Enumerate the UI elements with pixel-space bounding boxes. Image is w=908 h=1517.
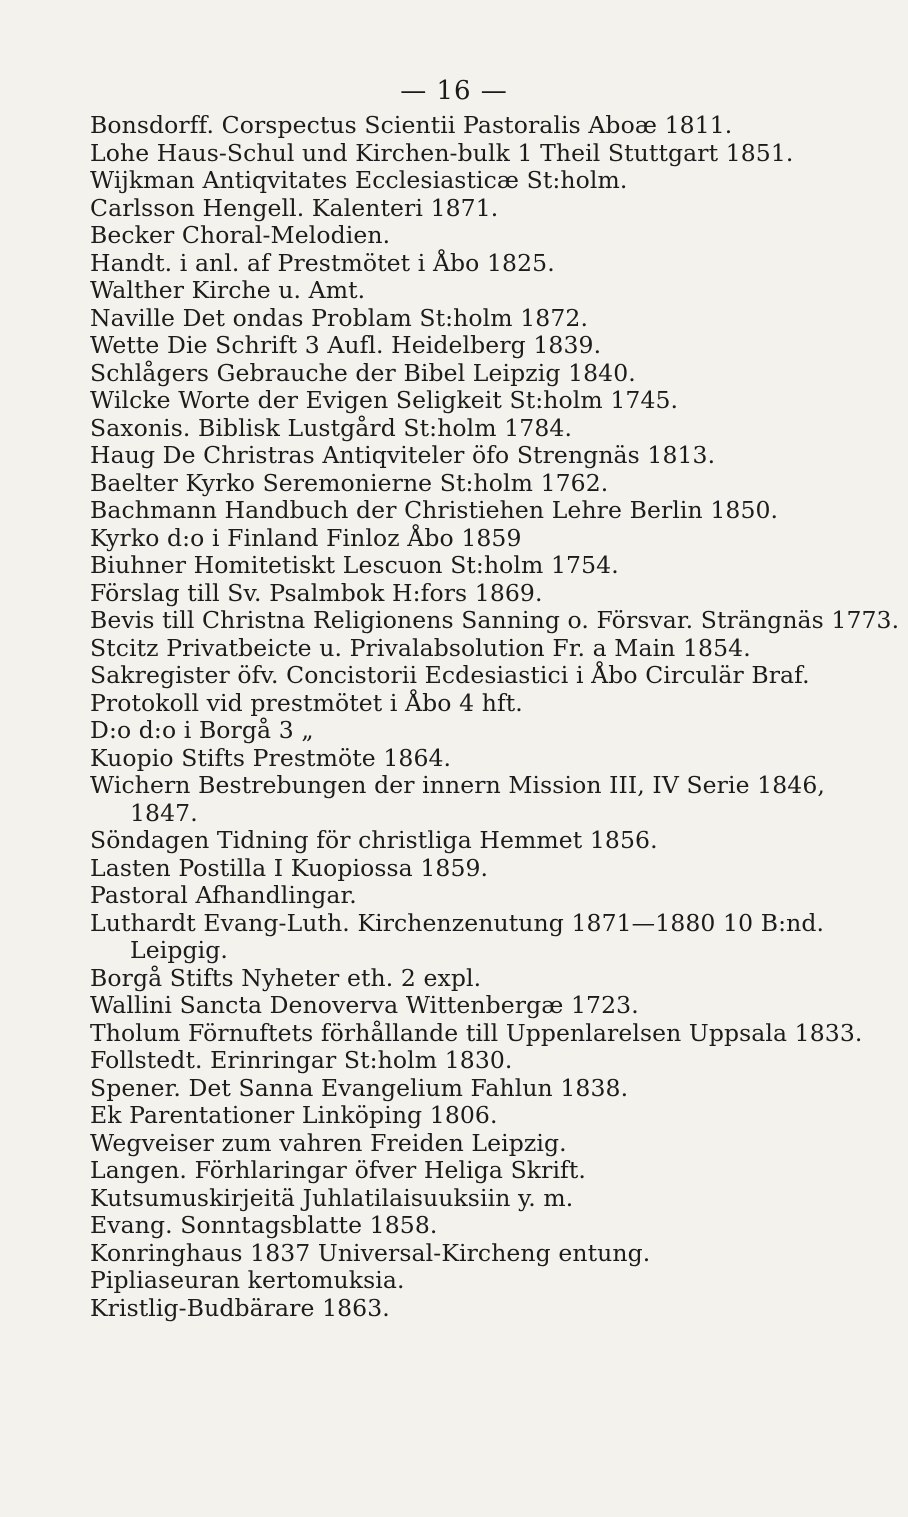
entry-text: Kristlig-Budbärare 1863. bbox=[90, 1293, 390, 1322]
entry-text: D:o d:o i Borgå 3 „ bbox=[90, 716, 314, 744]
list-item bbox=[90, 1020, 890, 1048]
entry-text: Spener. Det Sanna Evangelium Fahlun 1838. bbox=[90, 1073, 629, 1102]
list-item bbox=[90, 1185, 890, 1213]
entry-text: Wichern Bestrebungen der innern Mission III, IV Serie 1846, bbox=[90, 771, 825, 799]
entry-text: Sakregister öfv. Concistorii Ecdesiastici i Åbo Circulär Braf. bbox=[90, 661, 810, 689]
list-item bbox=[90, 1157, 890, 1185]
entry-text: Baelter Kyrko Seremonierne St:holm 1762. bbox=[90, 468, 609, 497]
list-item bbox=[90, 470, 890, 498]
entry-text: Kuopio Stifts Prestmöte 1864. bbox=[90, 743, 452, 772]
list-item bbox=[90, 772, 890, 827]
list-item bbox=[90, 415, 890, 443]
list-item bbox=[90, 552, 890, 580]
list-item bbox=[90, 195, 890, 223]
entry-text: Haug De Christras Antiqviteler öfo Strengnäs 1813. bbox=[90, 441, 716, 469]
list-item bbox=[90, 222, 890, 250]
entry-text: Tholum Förnuftets förhållande till Uppenlarelsen Uppsala 1833. bbox=[90, 1018, 863, 1047]
entry-text: Luthardt Evang-Luth. Kirchenzenutung 1871—1880 10 B:nd. bbox=[90, 908, 825, 937]
entry-text: Carlsson Hengell. Kalenteri 1871. bbox=[90, 193, 499, 222]
entry-text: Handt. i anl. af Prestmötet i Åbo 1825. bbox=[90, 248, 555, 277]
list-item bbox=[90, 387, 890, 415]
entry-text: Biuhner Homitetiskt Lescuon St:holm 1754. bbox=[90, 551, 619, 579]
list-item bbox=[90, 112, 890, 140]
entry-text: Evang. Sonntagsblatte 1858. bbox=[90, 1211, 438, 1239]
entry-text: Stcitz Privatbeicte u. Privalabsolution Fr. a Main 1854. bbox=[90, 633, 751, 662]
list-item bbox=[90, 360, 890, 388]
list-item bbox=[90, 1295, 890, 1323]
list-item bbox=[90, 745, 890, 773]
entry-text: Lohe Haus-Schul und Kirchen-bulk 1 Theil Stuttgart 1851. bbox=[90, 138, 794, 167]
entry-text: Langen. Förhlaringar öfver Heliga Skrift. bbox=[90, 1156, 586, 1184]
list-item bbox=[90, 965, 890, 993]
entry-text: Wilcke Worte der Evigen Seligkeit St:holm 1745. bbox=[90, 386, 679, 414]
entry-text: Borgå Stifts Nyheter eth. 2 expl. bbox=[90, 963, 482, 992]
entry-text: Wette Die Schrift 3 Aufl. Heidelberg 1839. bbox=[90, 331, 602, 359]
list-item bbox=[90, 1240, 890, 1268]
entry-text: Protokoll vid prestmötet i Åbo 4 hft. bbox=[90, 688, 523, 717]
list-item bbox=[90, 1267, 890, 1295]
list-item bbox=[90, 690, 890, 718]
entry-text: Lasten Postilla I Kuopiossa 1859. bbox=[90, 853, 489, 882]
entry-text: Saxonis. Biblisk Lustgård St:holm 1784. bbox=[90, 413, 573, 442]
list-item bbox=[90, 1212, 890, 1240]
entry-text: Wijkman Antiqvitates Ecclesiasticæ St:holm. bbox=[90, 166, 628, 194]
book-list bbox=[90, 111, 900, 1322]
entry-text: Schlågers Gebrauche der Bibel Leipzig 1840. bbox=[90, 358, 636, 387]
list-item bbox=[90, 332, 890, 360]
list-item bbox=[90, 525, 890, 553]
list-item bbox=[90, 305, 890, 333]
entry-text: Becker Choral-Melodien. bbox=[90, 221, 391, 249]
entry-text: Bachmann Handbuch der Christiehen Lehre Berlin 1850. bbox=[90, 496, 779, 524]
list-item bbox=[90, 992, 890, 1020]
entry-text: Bonsdorff. Corspectus Scientii Pastoralis Aboæ 1811. bbox=[90, 111, 733, 139]
list-item bbox=[90, 1047, 890, 1075]
entry-continuation: 1847. bbox=[130, 798, 198, 827]
entry-continuation: Leipgig. bbox=[130, 936, 228, 964]
list-item bbox=[90, 635, 890, 663]
list-item bbox=[90, 277, 890, 305]
list-item bbox=[90, 497, 890, 525]
entry-text: Pastoral Afhandlingar. bbox=[90, 881, 357, 909]
list-item bbox=[90, 1102, 890, 1130]
list-item bbox=[90, 1130, 890, 1158]
entry-text: Pipliaseuran kertomuksia. bbox=[90, 1266, 405, 1294]
entry-text: Ek Parentationer Linköping 1806. bbox=[90, 1101, 498, 1129]
entry-text: Wegveiser zum vahren Freiden Leipzig. bbox=[90, 1128, 567, 1157]
list-item bbox=[90, 827, 890, 855]
entry-text: Follstedt. Erinringar St:holm 1830. bbox=[90, 1046, 513, 1074]
entry-text: Konringhaus 1837 Universal-Kircheng entung. bbox=[90, 1238, 651, 1267]
list-item bbox=[90, 167, 890, 195]
list-item bbox=[90, 442, 890, 470]
list-item bbox=[90, 250, 890, 278]
page-number: — 16 — bbox=[400, 76, 508, 106]
list-item bbox=[90, 606, 900, 635]
list-item bbox=[90, 140, 890, 168]
entry-text: Wallini Sancta Denoverva Wittenbergæ 1723. bbox=[90, 991, 639, 1019]
list-item bbox=[90, 855, 890, 883]
list-item bbox=[90, 717, 890, 745]
list-item bbox=[90, 882, 890, 910]
entry-text: Förslag till Sv. Psalmbok H:fors 1869. bbox=[90, 578, 543, 607]
entry-text: Naville Det ondas Problam St:holm 1872. bbox=[90, 303, 589, 332]
list-item bbox=[90, 662, 890, 690]
entry-text: Söndagen Tidning för christliga Hemmet 1856. bbox=[90, 826, 658, 854]
entry-text: Walther Kirche u. Amt. bbox=[90, 276, 366, 304]
list-item bbox=[90, 910, 890, 965]
entry-text: Bevis till Christna Religionens Sanning o. Försvar. Strängnäs 1773. bbox=[90, 606, 900, 634]
entry-text: Kyrko d:o i Finland Finloz Åbo 1859 bbox=[90, 523, 522, 552]
list-item bbox=[90, 580, 890, 608]
entry-text: Kutsumuskirjeitä Juhlatilaisuuksiin y. m. bbox=[90, 1183, 574, 1212]
list-item bbox=[90, 1075, 890, 1103]
